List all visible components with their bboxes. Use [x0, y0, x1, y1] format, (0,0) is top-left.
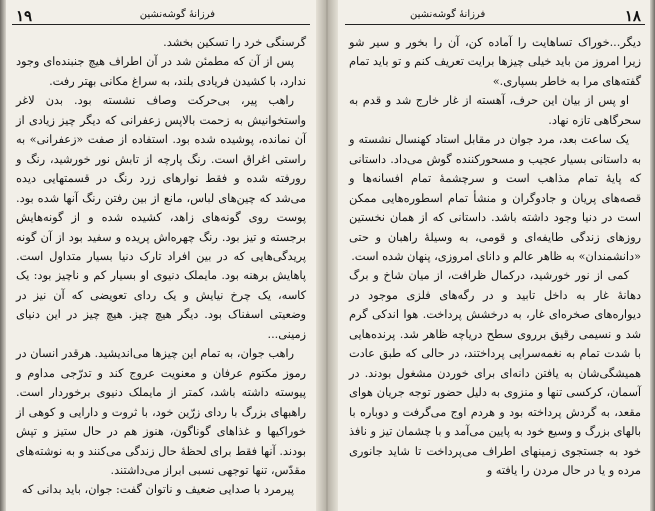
right-page-body	[345, 33, 645, 480]
right-page-header	[345, 6, 645, 25]
left-page	[12, 6, 310, 506]
left-page-body	[12, 33, 310, 500]
book-edge-right	[650, 0, 655, 511]
book-edge-left	[0, 0, 6, 511]
right-page	[345, 6, 645, 506]
right-running-title: فرزانهٔ گوشه‌نشین	[410, 9, 486, 20]
right-paragraph: کمی از نور خورشید، درکمال ظرافت، از میان شاخ و برگ دهانهٔ غار به داخل تابید و در رگه‌های فلزی موجود در دیواره‌های صخره‌ای غار، به درخشش پرداخت. هوا اندکی گرم شد و نسیمی رقیق برروی سطح دریاچه ظاهر شد. پرنده‌هایی با شدت تمام به نغمه‌سرایی پرداختند، در حالی که طبق عادت همیشگی‌شان به یافتن دانه‌ای برای خوردن مشغول بودند. در آسمان، کرکسی تنها و منزوی به دلیل حضور توجه جریان هوای مقعد، به گردش پرداخته بود و هردم اوج می‌گرفت و دوباره با بالهای بزرگ و وسیع خود به پایین می‌آمد و با چشمان تیز و نافذ خود به جستجوی زمینهای اطراف می‌پرداخت تا شاید جانوری مرده و یا در حال مردن را یافته و	[349, 269, 641, 477]
left-running-title: فرزانهٔ گوشه‌نشین	[139, 9, 215, 20]
left-paragraph: پس از آن که مطمئن شد در آن اطراف هیچ جنبنده‌ای وجود ندارد، با کشیدن فریادی بلند، به سراغ مکانی بهتر رفت.	[16, 55, 306, 88]
left-paragraph: راهب پیر، بی‌حرکت وصاف نشسته بود. بدن لاغر واستخوانیش به زحمت بالاپس زعفرانی که دیگر چیز زیادی از آن نمانده، پوشیده شده بود. استفاده از صفت «زعفرانی» به راستی اغراق است. رنگ پارچه از تابش نور خورشید، رنگ و رورفته شده و فقط نوارهای زرد رنگ در قسمتهایی دیده می‌شد که چین‌های لباس، مانع از بین رفتن رنگ آنها شده بود. پوست روی گونه‌های زاهد، کشیده شده و از گونه‌هایش برجسته و تیز بود. رنگ چهره‌اش پریده و سفید بود از آن گونه پریدگی‌هایی که در بین افراد تارک دنیا بسیار متداول است. پاهایش برهنه بود. مایملک دنیوی او بسیار کم و ناچیز بود: یک کاسه، یک چرخ نیایش و یک ردای تعویضی که آن نیز در وضعیتی اسفناک بود. دیگر هیچ چیز. هیچ چیز در این دنیای زمینی...	[16, 94, 306, 341]
right-paragraph: دیگر...خوراک تساهایت را آماده کن، آن را بخور و سیر شو زیرا امروز من باید خیلی چیزها برایت تعریف کنم و تو باید تمام گفته‌های مرا به خاطر بسپاری.»	[349, 36, 641, 88]
right-paragraph: او پس از بیان این حرف، آهسته از غار خارج شد و قدم به سحرگاهی تازه نهاد.	[349, 94, 641, 127]
right-paragraph: یک ساعت بعد، مرد جوان در مقابل استاد کهنسال نشسته و به داستانی بسیار عجیب و مسحورکننده گوش می‌داد. داستانی که پایهٔ تمام مذاهب است و سرچشمهٔ تمام افسانه‌ها و قصه‌های پریان و جادوگران و منشأ تمام اسطوره‌هایی ممکن است در دنیا وجود داشته باشد. داستانی که از همان نخستین روزهای زندگی طایفه‌ای و قومی، به وسیلهٔ راهبان و حتی «دانشمندان» به ظاهر عالم و دانای امروزی، پنهان شده است.	[349, 133, 641, 263]
left-paragraph: راهب جوان، به تمام این چیزها می‌اندیشید. هرقدر انسان در رموز مکتوم عرفان و معنویت عروج کند و تدرّجی مداوم و پیوسته داشته باشد، کمتر از مایملک دنیوی برخوردار است. راهبهای بزرگ با ردای زرّین خود، با ثروت و دارایی و کوهی از خوراکیها و غذاهای گوناگون، هنوز هم در حال ستیز و تپش بودند. آنها فقط برای لحظهٔ حال زندگی می‌کنند و به نوشته‌های مقدّس، تنها توجهی نسبی ابراز می‌داشتند.	[16, 347, 306, 477]
right-page-number: ۱۸	[624, 7, 641, 25]
left-paragraph: گرسنگی خرد را تسکین بخشد.	[163, 36, 306, 49]
left-page-number: ۱۹	[16, 7, 33, 25]
left-paragraph: پیرمرد با صدایی ضعیف و ناتوان گفت: جوان، باید بدانی که	[21, 483, 294, 497]
left-page-header	[12, 6, 310, 25]
book-gutter	[316, 0, 338, 511]
